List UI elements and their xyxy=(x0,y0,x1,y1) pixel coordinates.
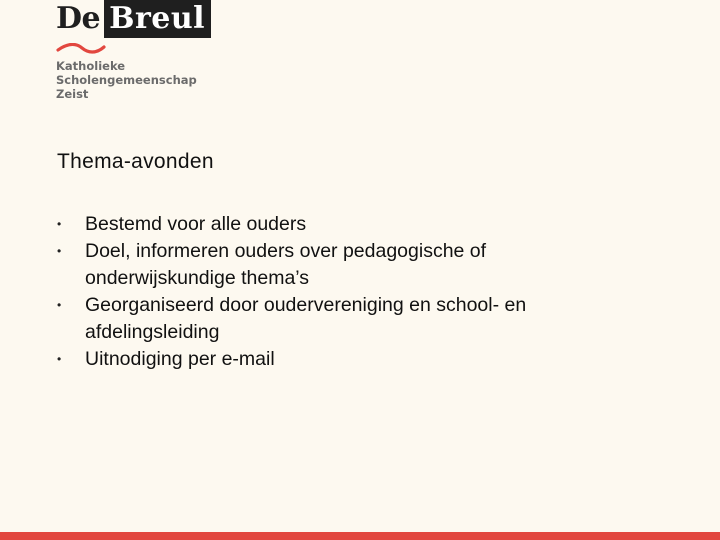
bullet-text: Uitnodiging per e-mail xyxy=(85,348,275,370)
logo-subtitle-line: Katholieke xyxy=(56,59,126,73)
logo-word-de: De xyxy=(56,1,101,36)
bullet-dot-icon: • xyxy=(57,244,62,258)
bullet-text: Georganiseerd door oudervereniging en school- en afdelingsleiding xyxy=(85,294,527,343)
bullet-item xyxy=(57,292,617,346)
logo-subtitle xyxy=(56,59,211,101)
logo-subtitle-line: Scholengemeenschap xyxy=(56,73,197,87)
bullet-dot-icon: • xyxy=(57,217,62,231)
school-logo xyxy=(56,0,211,101)
bullet-dot-icon: • xyxy=(57,298,62,312)
logo-subtitle-line: Zeist xyxy=(56,87,89,101)
logo-wordmark xyxy=(56,0,211,38)
bullet-item xyxy=(57,346,617,373)
logo-word-breul: Breul xyxy=(104,0,211,38)
bullet-item xyxy=(57,238,617,292)
bullet-item xyxy=(57,211,617,238)
bullet-list xyxy=(57,211,617,373)
bullet-text: Bestemd voor alle ouders xyxy=(85,213,307,235)
bullet-text: Doel, informeren ouders over pedagogische of onderwijskundige thema’s xyxy=(85,240,487,289)
footer-accent-bar xyxy=(0,532,720,540)
bullet-dot-icon: • xyxy=(57,352,62,366)
slide-title: Thema-avonden xyxy=(57,150,214,173)
logo-swoosh-icon xyxy=(56,43,106,55)
